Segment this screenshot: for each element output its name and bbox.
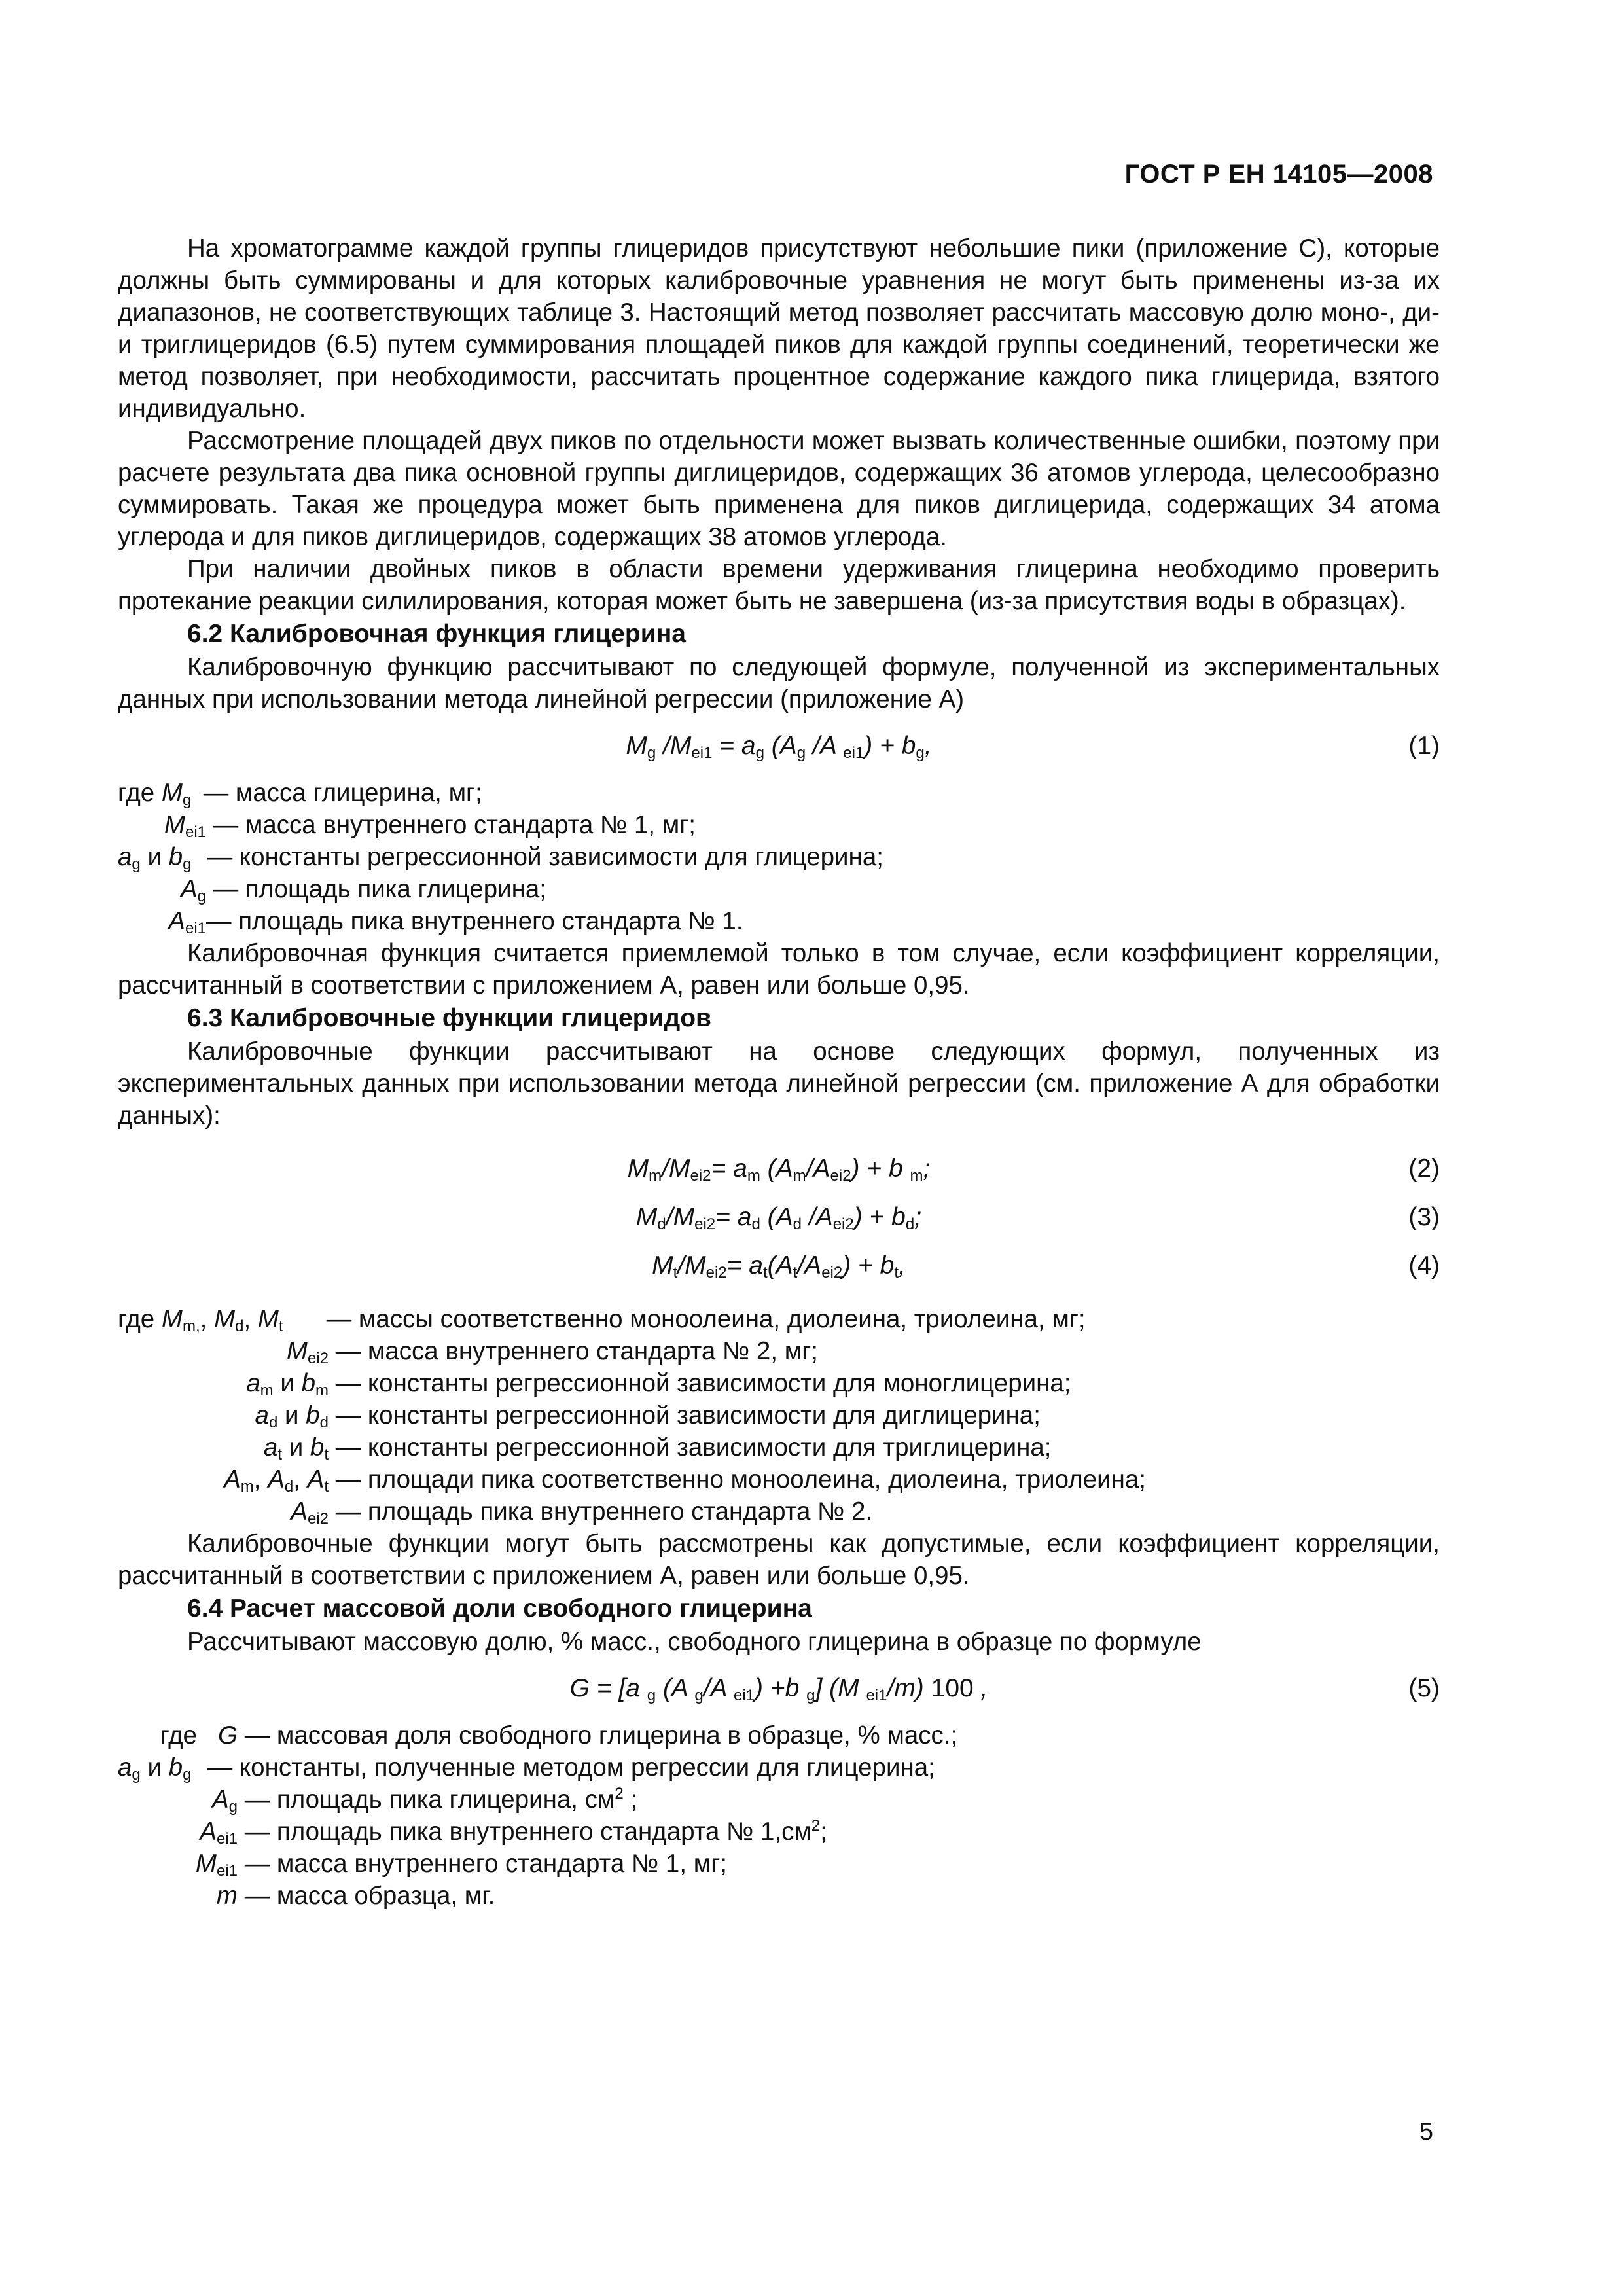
equation-4: $M_t/M_{ei2}= a_t(A_t/A_{ei2}) + b_t$, (4): [118, 1248, 1440, 1283]
definition-row: $a_g$ и $b_g$ — константы регрессионной зависимости для глицерина;: [118, 843, 883, 873]
definition-row: $A_{ei2}$ — площадь пика внутреннего стандарта № 2.: [291, 1498, 873, 1528]
equation-number: (3): [1408, 1203, 1440, 1231]
paragraph: Калибровочные функции рассчитывают на основе следующих формул, полученных из экспериментальных данных при использовании метода линейной регрессии (см. приложение А для обработки данных):: [118, 1037, 1440, 1130]
definition-row: где $M_g$ — масса глицерина, мг;: [118, 779, 482, 809]
definition-row: $a_t$ и $b_t$ — константы регрессионной зависимости для триглицерина;: [263, 1433, 1052, 1463]
definition-row: $M_{ei1}$ — масса внутреннего стандарта № 1, мг;: [195, 1850, 727, 1880]
equation-number: (4): [1408, 1251, 1440, 1280]
equation-number: (2): [1408, 1155, 1440, 1183]
paragraph: Калибровочная функция считается приемлемой только в том случае, если коэффициент корреляции, рассчитанный в соответствии с приложением А, равен или больше 0,95.: [118, 939, 1440, 999]
definition-row: $A_m$, $A_d$, $A_t$ — площади пика соответственно моноолеина, диолеина, триолеина;: [224, 1465, 1146, 1496]
definition-row: $A_{ei1}—$ площадь пика внутреннего стандарта № 1.: [168, 907, 743, 937]
equation-number: (5): [1408, 1674, 1440, 1702]
definition-row: $a_m$ и $b_m$ — константы регрессионной зависимости для моноглицерина;: [246, 1369, 1071, 1399]
equation-3: $M_d/M_{ei2}= a_d$ ($A_d$ $/A_{ei2}) + b_d$; (3): [118, 1200, 1440, 1235]
paragraph: Калибровочную функцию рассчитывают по следующей формуле, полученной из экспериментальных данных при использовании метода линейной регрессии (приложение А): [118, 653, 1440, 713]
definitions-eq5: [118, 1719, 1440, 1912]
equation-2: $M_m/M_{ei2}= a_m$ $(A_m/A_{ei2}) + b$ $_m$; (2): [118, 1151, 1440, 1187]
definition-row: где G — массовая доля свободного глицерина в образце, % масс.;: [160, 1721, 958, 1749]
definition-row: где $M_{m,}$, $M_d$, $M_t$ — массы соответственно моноолеина, диолеина, триолеина, мг;: [118, 1305, 1086, 1335]
document-header: ГОСТ Р ЕН 14105—2008: [1124, 160, 1433, 188]
section-heading-6-4: 6.4 Расчет массовой доли свободного глицерина: [187, 1594, 812, 1623]
definition-row: $A_{ei1}$ — площадь пика внутреннего стандарта № $1,см^2$;: [200, 1817, 827, 1848]
equation-1: $M_g$ $/M_{ei1} = a_g$ ($A_g$ /A $_{ei1}) + b_g$, (1): [118, 728, 1440, 764]
section-heading-6-3: 6.3 Калибровочные функции глицеридов: [187, 1004, 712, 1032]
paragraph: Рассчитывают массовую долю, % масс., свободного глицерина в образце по формуле: [187, 1628, 1202, 1656]
page-number: 5: [1419, 2118, 1433, 2145]
definition-row: $M_{ei1}$ — масса внутреннего стандарта № 1, мг;: [164, 811, 696, 841]
definitions-eq1: [118, 777, 1440, 937]
definition-row: $A_g$ — площадь пика глицерина;: [180, 875, 547, 905]
paragraph: Калибровочные функции могут быть рассмотрены как допустимые, если коэффициент корреляции, рассчитанный в соответствии с приложением А, равен или больше 0,95.: [118, 1530, 1440, 1590]
definition-row: $a_d$ и $b_d$ — константы регрессионной зависимости для диглицерина;: [255, 1401, 1041, 1431]
paragraph: Рассмотрение площадей двух пиков по отдельности может вызвать количественные ошибки, поэтому при расчете результата два пика основной группы диглицеридов, содержащих 36 атомов углерода, целесообразно суммировать. Такая же процедура может быть применена для пиков диглицерида, содержащих 34 атома углерода и для пиков диглицеридов, содержащих 38 атомов углерода.: [118, 427, 1440, 551]
equation-5: G = [a $_g$ (A $_g$/A $_{ei1}$) +b $_g$] (M $_{ei1}$/m) 100 , (5): [118, 1671, 1440, 1706]
section-heading-6-2: 6.2 Калибровочная функция глицерина: [187, 620, 686, 648]
definition-row: $M_{ei2}$ — масса внутреннего стандарта № 2, мг;: [286, 1337, 818, 1367]
definition-row: $a_g$ и $b_g$ — константы, полученные методом регрессии для глицерина;: [118, 1753, 935, 1784]
definition-row: $A_g$ — площадь пика глицерина, $см^2$ ;: [211, 1785, 638, 1816]
document-body: [118, 232, 1440, 1912]
definitions-eq2-4: [118, 1303, 1440, 1528]
paragraph: При наличии двойных пиков в области времени удерживания глицерина необходимо проверить протекание реакции силилирования, которая может быть не завершена (из-за присутствия воды в образцах).: [118, 555, 1440, 615]
paragraph: На хроматограмме каждой группы глицеридов присутствуют небольшие пики (приложение С), которые должны быть суммированы и для которых калибровочные уравнения не могут быть применены из-за их диапазонов, не соответствующих таблице 3. Настоящий метод позволяет рассчитать массовую долю моно-, ди- и триглицеридов (6.5) путем суммирования площадей пиков для каждой группы соединений, теоретически же метод позволяет, при необходимости, рассчитать процентное содержание каждого пика глицерида, взятого индивидуально.: [118, 234, 1440, 423]
equation-number: (1): [1408, 732, 1440, 760]
definition-row: m — масса образца, мг.: [216, 1882, 495, 1910]
